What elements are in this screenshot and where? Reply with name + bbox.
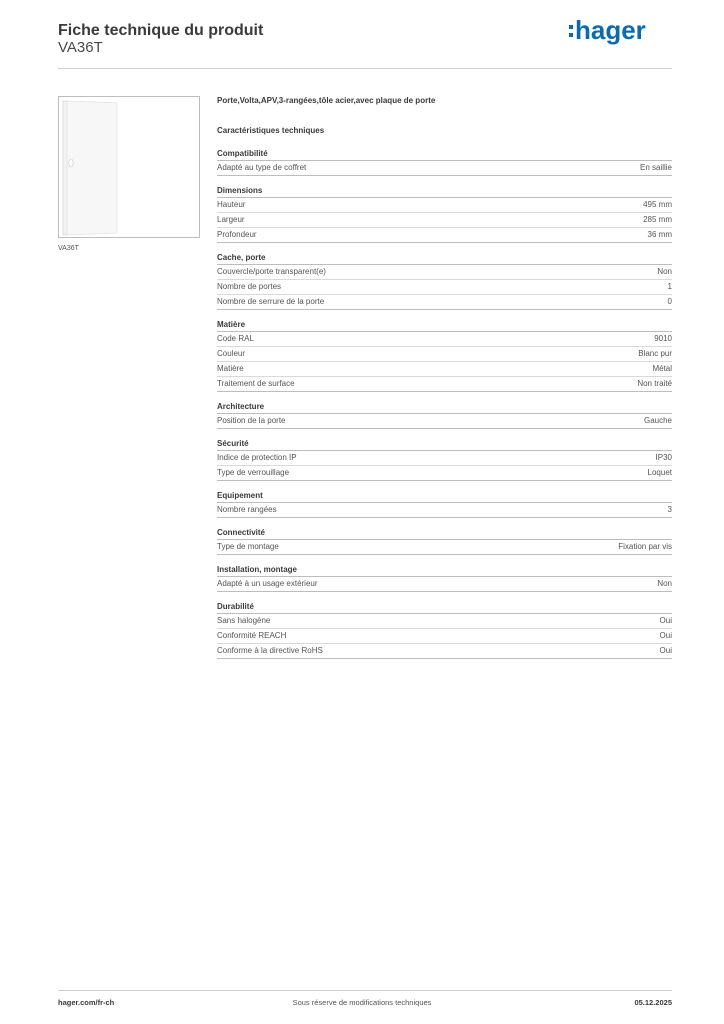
spec-label: Adapté au type de coffret [217,163,307,172]
product-reference: VA36T [58,39,103,56]
logo-dot-top [569,25,573,29]
spec-row [217,577,672,592]
spec-group [217,319,672,392]
door-latch-icon [69,159,73,167]
footer-website-link[interactable]: hager.com/fr-ch [58,998,115,1007]
spec-value: Non [657,267,672,276]
spec-label: Couleur [217,349,246,358]
spec-row [217,362,672,377]
image-caption: VA36T [58,245,79,252]
spec-value: Gauche [643,416,672,425]
logo-dot-bottom [569,33,573,37]
footer-divider [58,990,672,991]
spec-row [217,332,672,347]
spec-value: 495 mm [643,200,672,209]
spec-row [217,540,672,555]
product-description: Porte,Volta,APV,3-rangées,tôle acier,avec plaque de porte [217,96,436,105]
spec-row [217,377,672,392]
spec-group-title: Compatibilité [217,148,672,161]
spec-value: 9010 [654,334,672,343]
spec-row [217,414,672,429]
spec-label: Type de verrouillage [217,468,290,477]
spec-group-title: Dimensions [217,185,672,198]
spec-label: Matière [217,364,244,373]
spec-group-title: Architecture [217,401,672,414]
spec-value: 3 [667,505,672,514]
spec-row [217,347,672,362]
spec-group [217,490,672,518]
spec-label: Type de montage [217,542,279,551]
spec-group-title: Cache, porte [217,252,672,265]
spec-value: Non traité [637,379,672,388]
logo-text: hager [575,15,646,45]
spec-value: Blanc pur [638,349,672,358]
spec-label: Nombre rangées [217,505,277,514]
spec-group [217,148,672,176]
spec-label: Couvercle/porte transparent(e) [217,267,326,276]
spec-row [217,451,672,466]
spec-label: Adapté à un usage extérieur [217,579,318,588]
spec-group-title: Matière [217,319,672,332]
spec-row [217,629,672,644]
spec-group [217,527,672,555]
spec-group [217,601,672,659]
spec-row [217,213,672,228]
spec-group [217,438,672,481]
hager-logo[interactable] [568,14,658,48]
footer-date: 05.12.2025 [634,998,672,1007]
specs-title: Caractéristiques techniques [217,126,325,135]
spec-value: Fixation par vis [618,542,672,551]
spec-label: Hauteur [217,200,246,209]
spec-row [217,466,672,481]
product-image-frame [58,96,200,238]
spec-value: Métal [652,364,672,373]
spec-value: Oui [659,631,672,640]
spec-group-title: Installation, montage [217,564,672,577]
spec-label: Profondeur [217,230,257,239]
spec-row [217,265,672,280]
product-image [59,97,199,237]
spec-group-title: Durabilité [217,601,672,614]
spec-sheet [217,96,672,668]
spec-label: Position de la porte [217,416,286,425]
spec-value: Oui [659,616,672,625]
spec-label: Nombre de portes [217,282,282,291]
spec-row [217,614,672,629]
spec-value: Loquet [647,468,672,477]
footer-disclaimer: Sous réserve de modifications techniques [292,998,432,1007]
spec-label: Indice de protection IP [217,453,297,462]
spec-row [217,161,672,176]
spec-row [217,644,672,659]
spec-group [217,252,672,310]
spec-value: En saillie [639,163,672,172]
spec-groups [217,148,672,659]
spec-label: Largeur [217,215,245,224]
spec-group [217,401,672,429]
spec-row [217,295,672,310]
spec-value: Non [657,579,672,588]
spec-value: 285 mm [643,215,672,224]
spec-group-title: Connectivité [217,527,672,540]
spec-value: 1 [667,282,672,291]
spec-label: Nombre de serrure de la porte [217,297,325,306]
spec-group-title: Sécurité [217,438,672,451]
spec-value: 36 mm [647,230,672,239]
spec-label: Code RAL [217,334,254,343]
spec-row [217,503,672,518]
spec-value: Oui [659,646,672,655]
spec-row [217,198,672,213]
spec-group [217,564,672,592]
spec-label: Conformité REACH [217,631,287,640]
spec-label: Traitement de surface [217,379,295,388]
spec-label: Conforme à la directive RoHS [217,646,323,655]
spec-group [217,185,672,243]
spec-group-title: Equipement [217,490,672,503]
spec-row [217,228,672,243]
spec-value: IP30 [655,453,672,462]
spec-label: Sans halogène [217,616,271,625]
spec-value: 0 [667,297,672,306]
spec-row [217,280,672,295]
header-divider [58,68,672,69]
door-front-shape [67,101,117,235]
page-title: Fiche technique du produit [58,22,264,39]
